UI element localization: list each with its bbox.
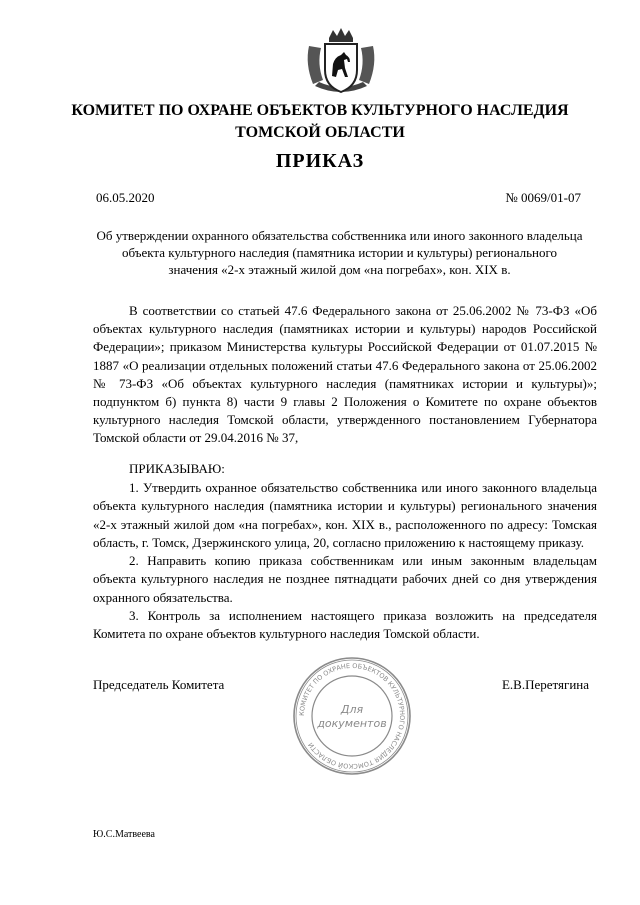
organization-line-1: КОМИТЕТ ПО ОХРАНЕ ОБЪЕКТОВ КУЛЬТУРНОГО НАСЛЕДИЯ: [71, 102, 569, 119]
order-items: [93, 479, 597, 644]
document-type: ПРИКАЗ: [275, 150, 365, 172]
organization-name: [0, 100, 640, 144]
document-subject: Об утверждении охранного обязательства собственника или иного законного владельца объекта культурного наследия (памятника истории и культуры) регионального значения «2-х этажный жилой дом «на погребах», кон. XIX в.: [96, 228, 583, 277]
stamp-center-line-2: документов: [317, 717, 387, 730]
signatory-name: Е.В.Перетягина: [501, 677, 589, 692]
order-item-1: 1. Утвердить охранное обязательство собственника или иного законного владельца объекта культурного наследия (памятника истории и культуры) регионального значения «2-х этажный жилой дом «на погребах», кон. XIX в., расположенного по адресу: Томская область, г. Томск, Дзержинского улица, 20, согласно приложению к настоящему приказу.: [93, 480, 597, 550]
stamp-ring-text: КОМИТЕТ ПО ОХРАНЕ ОБЪЕКТОВ КУЛЬТУРНОГО НАСЛЕДИЯ ТОМСКОЙ ОБЛАСТИ: [297, 661, 407, 771]
order-word: ПРИКАЗЫВАЮ:: [129, 461, 225, 476]
signatory-role: Председатель Комитета: [93, 677, 225, 692]
executor-name: Ю.С.Матвеева: [93, 829, 155, 840]
organization-line-2: ТОМСКОЙ ОБЛАСТИ: [235, 124, 405, 141]
official-stamp: [286, 655, 418, 777]
coat-of-arms-icon: [299, 24, 383, 98]
legal-basis-paragraph: В соответствии со статьей 47.6 Федерального закона от 25.06.2002 № 73-ФЗ «Об объектах культурного наследия (памятниках истории и культуры) народов Российской Федерации»; приказом Министерства культуры Российской Федерации от 01.07.2015 № 1887 «О реализации отдельных положений статьи 47.6 Федерального закона от 25.06.2002 № 73-ФЗ «Об объектах культурного наследия (памятниках истории и культуры)»; подпунктом б) пункта 8) части 9 главы 2 Положения о Комитете по охране объектов культурного наследия Томской области, утвержденного постановлением Губернатора Томской области от 29.04.2016 № 37,: [93, 303, 597, 446]
document-date: 06.05.2020: [96, 190, 155, 205]
document-number: № 0069/01-07: [505, 190, 581, 205]
order-item-3: 3. Контроль за исполнением настоящего приказа возложить на председателя Комитета по охране объектов культурного наследия Томской области.: [93, 608, 597, 642]
order-item-2: 2. Направить копию приказа собственникам или иным законным владельцам объекта культурного наследия не позднее пятнадцати рабочих дней со дня утверждения охранного обязательства.: [93, 553, 597, 605]
stamp-center-line-1: Для: [340, 703, 364, 716]
